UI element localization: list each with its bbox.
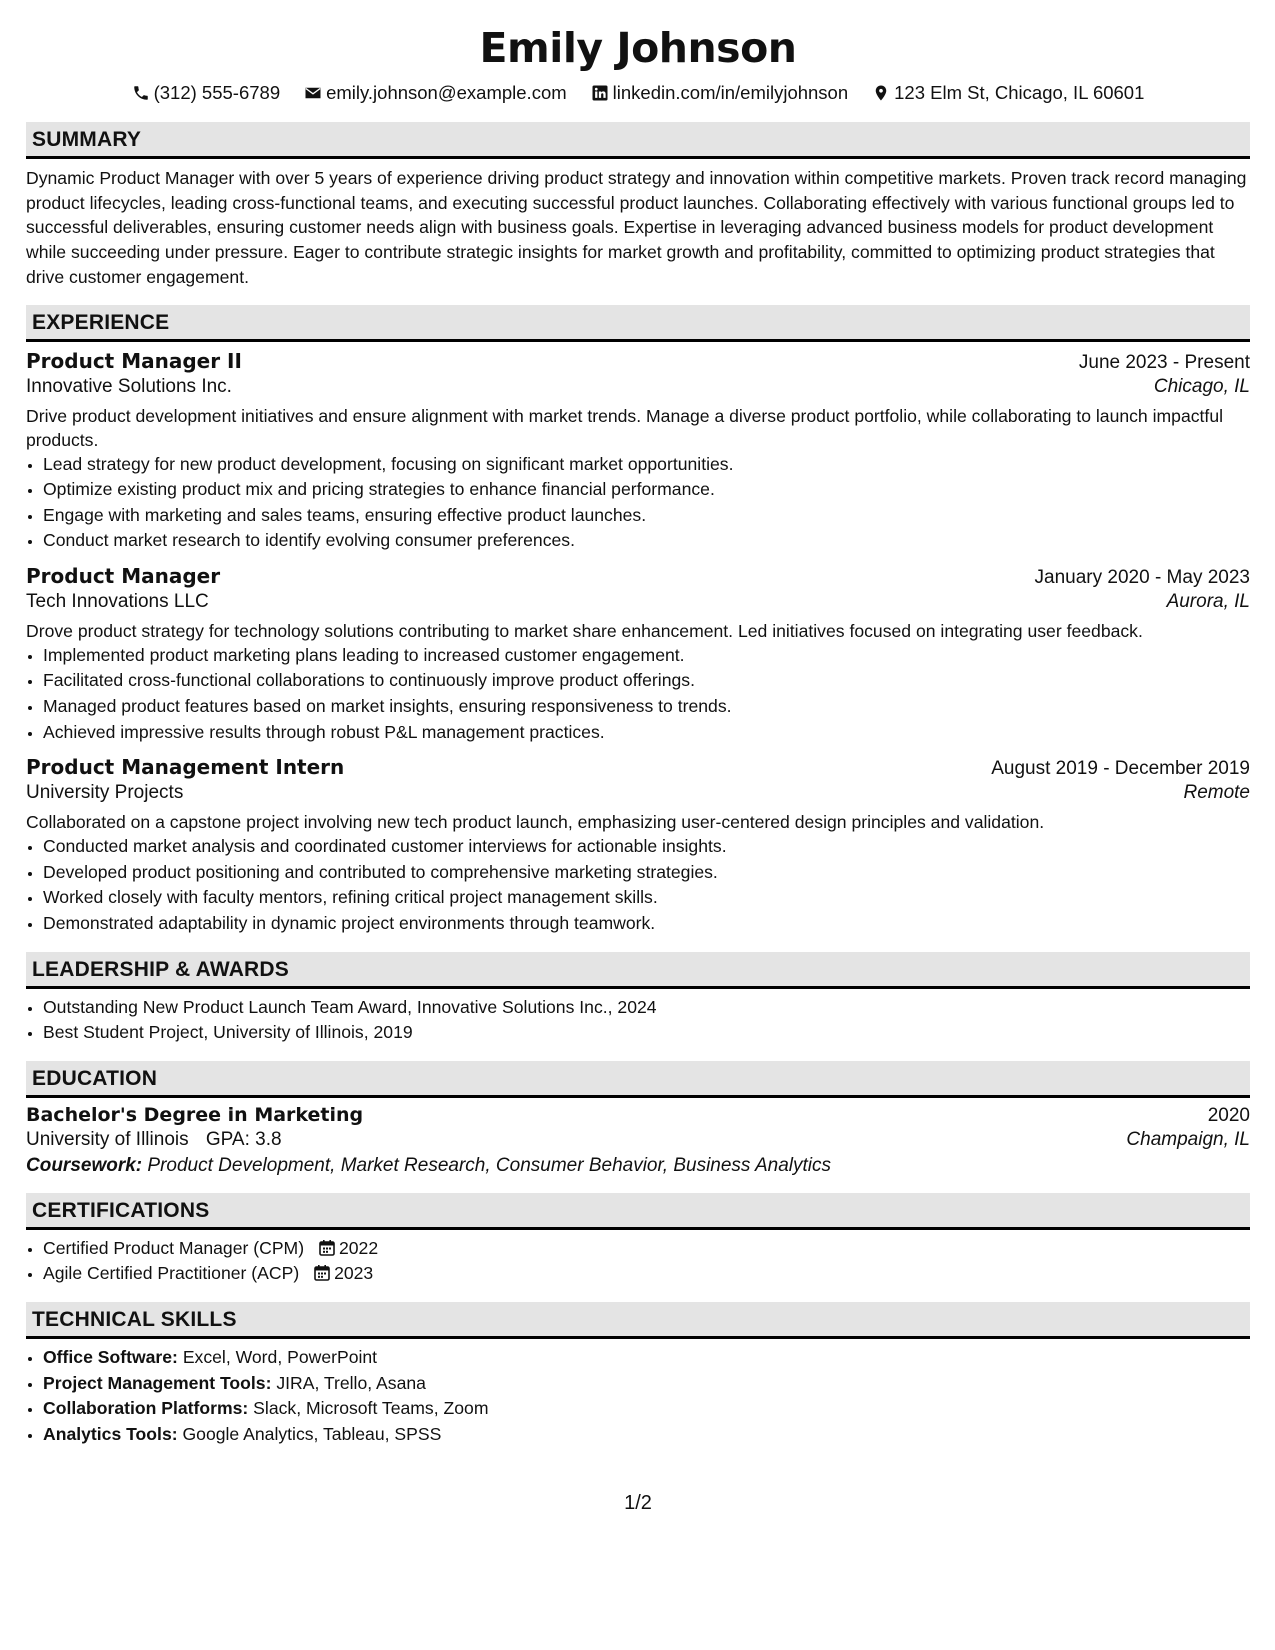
certification-year: 2023 — [334, 1263, 374, 1284]
map-marker-icon — [872, 84, 890, 102]
list-item: • Conducted market analysis and coordinated customer interviews for actionable insights. — [43, 834, 1250, 860]
contact-phone — [132, 80, 281, 106]
job-title-row — [26, 349, 1250, 374]
list-item: • Lead strategy for new product development, focusing on significant market opportunities. — [43, 452, 1250, 478]
job-location: Aurora, IL — [1166, 590, 1250, 612]
coursework-label: Coursework: — [26, 1154, 143, 1176]
list-item — [43, 1371, 1250, 1397]
job-title-row — [26, 564, 1250, 589]
skill-label: Collaboration Platforms: — [43, 1398, 249, 1419]
school-row — [26, 1129, 1250, 1151]
job-company-row — [26, 782, 1250, 804]
job-bullets — [26, 452, 1250, 554]
skill-value: Excel, Word, PowerPoint — [182, 1347, 378, 1368]
list-item: • Outstanding New Product Launch Team Award, Innovative Solutions Inc., 2024 — [43, 995, 1250, 1021]
job-company: Innovative Solutions Inc. — [26, 375, 232, 397]
summary-text: Dynamic Product Manager with over 5 years of experience driving product strategy and innovation within competitive markets. Proven track record managing product lifecycles, leading cross-functional teams, and executing successful product launches. Collaborating effectively with various functional groups led to successful deliverables, ensuring customer needs align with business goals. Expertise in leveraging advanced business models for product development while succeeding under pressure. Eager to contribute strategic insights for market growth and profitability, committed to optimizing product strategies that drive customer engagement. — [26, 168, 1247, 287]
list-item: • Worked closely with faculty mentors, refining critical project management skills. — [43, 885, 1250, 911]
job-title: Product Manager II — [26, 348, 242, 373]
certifications-list — [26, 1236, 1250, 1287]
job-company: Tech Innovations LLC — [26, 590, 209, 612]
list-item — [43, 1422, 1250, 1448]
contact-email — [304, 80, 567, 106]
list-item: • Engage with marketing and sales teams, ensuring effective product launches. — [43, 503, 1250, 529]
phone-text: (312) 555-6789 — [153, 82, 281, 103]
job-location: Chicago, IL — [1153, 375, 1250, 397]
certification-name: Certified Product Manager (CPM) — [43, 1237, 305, 1258]
job-description: Drive product development initiatives and ensure alignment with market trends. Manage a diverse product portfolio, while collaborating to launch impactful products. — [26, 405, 1224, 450]
education-entry — [26, 1104, 1250, 1177]
school-location: Champaign, IL — [1126, 1128, 1250, 1150]
job-title-row — [26, 755, 1250, 780]
job-description: Drove product strategy for technology solutions contributing to market share enhancement. Led initiatives focused on integrating user feedback. — [26, 620, 1143, 641]
list-item: • Developed product positioning and contributed to comprehensive marketing strategies. — [43, 860, 1250, 886]
coursework — [26, 1155, 1250, 1177]
skills-list — [26, 1345, 1250, 1447]
experience-heading: EXPERIENCE — [26, 305, 1250, 342]
list-item: • Achieved impressive results through robust P&L management practices. — [43, 720, 1250, 746]
list-item: • Optimize existing product mix and pricing strategies to enhance financial performance. — [43, 477, 1250, 503]
awards-list — [26, 995, 1250, 1046]
list-item: • Demonstrated adaptability in dynamic project environments through teamwork. — [43, 911, 1250, 937]
skill-label: Analytics Tools: — [43, 1423, 178, 1444]
skill-value: Slack, Microsoft Teams, Zoom — [253, 1398, 489, 1419]
certifications-heading: CERTIFICATIONS — [26, 1193, 1250, 1230]
graduation-year: 2020 — [1207, 1104, 1250, 1126]
calendar-icon — [314, 1264, 330, 1281]
address-text: 123 Elm St, Chicago, IL 60601 — [894, 82, 1145, 103]
job-entry — [26, 564, 1250, 745]
linkedin-icon — [591, 84, 609, 102]
skills-heading: TECHNICAL SKILLS — [26, 1302, 1250, 1339]
job-entry — [26, 349, 1250, 554]
job-title: Product Manager — [26, 563, 221, 588]
certification-name: Agile Certified Practitioner (ACP) — [43, 1263, 300, 1284]
skill-value: Google Analytics, Tableau, SPSS — [182, 1423, 442, 1444]
email-text: emily.johnson@example.com — [326, 82, 567, 103]
skill-label: Project Management Tools: — [43, 1372, 272, 1393]
job-bullets — [26, 643, 1250, 745]
certification-year: 2022 — [338, 1237, 379, 1258]
job-dates: January 2020 - May 2023 — [1034, 566, 1250, 588]
school-name: University of Illinois — [26, 1128, 189, 1150]
job-company-row — [26, 376, 1250, 398]
list-item — [43, 1261, 1250, 1287]
list-item: • Facilitated cross-functional collaborations to continuously improve product offerings. — [43, 668, 1250, 694]
contact-bar — [26, 80, 1250, 106]
job-company-row — [26, 591, 1250, 613]
job-dates: June 2023 - Present — [1078, 351, 1250, 373]
job-entry — [26, 755, 1250, 936]
degree-title: Bachelor's Degree in Marketing — [26, 1103, 364, 1126]
list-item — [43, 1236, 1250, 1262]
list-item: • Managed product features based on market insights, ensuring responsiveness to trends. — [43, 694, 1250, 720]
summary-heading: SUMMARY — [26, 122, 1250, 159]
coursework-list: Product Development, Market Research, Consumer Behavior, Business Analytics — [147, 1154, 832, 1176]
list-item: • Best Student Project, University of Illinois, 2019 — [43, 1020, 1250, 1046]
phone-icon — [132, 84, 150, 102]
list-item: • Implemented product marketing plans leading to increased customer engagement. — [43, 643, 1250, 669]
list-item — [43, 1396, 1250, 1422]
list-item — [43, 1345, 1250, 1371]
job-location: Remote — [1183, 782, 1250, 804]
job-title: Product Management Intern — [26, 755, 345, 780]
candidate-name: Emily Johnson — [479, 24, 797, 72]
envelope-icon — [304, 84, 322, 102]
linkedin-text: linkedin.com/in/emilyjohnson — [612, 82, 849, 103]
contact-address — [872, 80, 1144, 106]
page-number: 1/2 — [624, 1492, 652, 1514]
degree-row — [26, 1104, 1250, 1127]
calendar-icon — [319, 1239, 335, 1256]
contact-linkedin — [591, 80, 848, 106]
skill-label: Office Software: — [43, 1347, 178, 1368]
gpa: GPA: 3.8 — [205, 1128, 282, 1150]
education-heading: EDUCATION — [26, 1061, 1250, 1098]
job-bullets — [26, 834, 1250, 936]
school-group — [26, 1129, 282, 1151]
resume-page — [26, 0, 1250, 1650]
job-company: University Projects — [26, 782, 184, 804]
list-item: • Conduct market research to identify evolving consumer preferences. — [43, 528, 1250, 554]
job-description: Collaborated on a capstone project involving new tech product launch, emphasizing user-centered design principles and validation. — [26, 812, 1045, 833]
skill-value: JIRA, Trello, Asana — [276, 1372, 426, 1393]
awards-heading: LEADERSHIP & AWARDS — [26, 952, 1250, 989]
job-dates: August 2019 - December 2019 — [991, 758, 1250, 780]
